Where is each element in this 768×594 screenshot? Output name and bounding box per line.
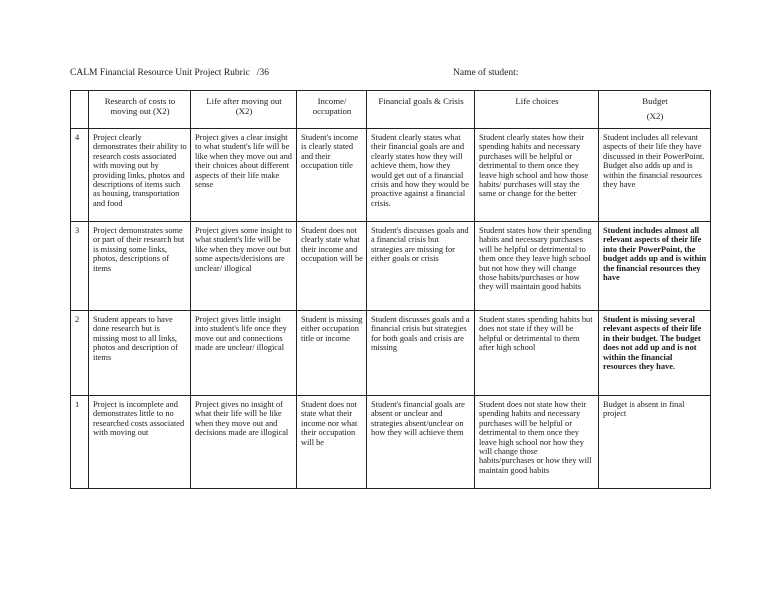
- criteria-cell-income: Student does not clearly state what their income and occupation will be: [297, 222, 367, 311]
- column-header-income: [297, 91, 367, 129]
- column-label: Budget: [642, 96, 668, 106]
- rubric-table: [70, 90, 711, 489]
- column-label: Research of costs to moving out: [104, 96, 176, 116]
- criteria-cell-life-after: Project gives no insight of what their life will be like when they move out and decisions made are illogical: [191, 396, 297, 489]
- criteria-cell-life-after: Project gives a clear insight to what student's life will be like when they move out and their choices about different aspects of their life make sense: [191, 129, 297, 222]
- column-header-financial-goals: [367, 91, 475, 129]
- criteria-cell-budget: Budget is absent in final project: [599, 396, 711, 489]
- page-header: [70, 68, 710, 82]
- criteria-cell-research: Project clearly demonstrates their ability to research costs associated with moving out by providing links, photos and descriptions of items such as housing, transportation and food: [89, 129, 191, 222]
- criteria-cell-income: Student does not state what their income nor what their occupation will be: [297, 396, 367, 489]
- score-cell: 4: [71, 129, 89, 222]
- rubric-row-score-3: [71, 222, 711, 311]
- column-multiplier: (X2): [235, 106, 253, 116]
- column-header-life-after: [191, 91, 297, 129]
- column-header-research: [89, 91, 191, 129]
- criteria-cell-life-after: Project gives some insight to what student's life will be like when they move out but some aspects/decisions are unclear/ illogical: [191, 222, 297, 311]
- column-label: Life choices: [515, 96, 559, 106]
- column-multiplier: (X2): [152, 106, 170, 116]
- criteria-cell-research: Project demonstrates some or part of their research but is missing some links, photos, descriptions of items: [89, 222, 191, 311]
- rubric-row-score-4: [71, 129, 711, 222]
- corner-cell: [71, 91, 89, 129]
- column-header-life-choices: [475, 91, 599, 129]
- rubric-row-score-2: [71, 311, 711, 396]
- criteria-cell-research: Project is incomplete and demonstrates little to no researched costs associated with moving out: [89, 396, 191, 489]
- column-label: Financial goals & Crisis: [378, 96, 464, 106]
- criteria-cell-life-choices: Student does not state how their spending habits and necessary purchases will be helpful or detrimental to them once they leave high school nor how they will change those habits/purchases or how they will maintain good habits: [475, 396, 599, 489]
- score-cell: 1: [71, 396, 89, 489]
- criteria-cell-budget: Student is missing several relevant aspects of their life in their budget. The budget does not add up and is not within the financial resources they have.: [599, 311, 711, 396]
- header-row: [71, 91, 711, 129]
- score-cell: 2: [71, 311, 89, 396]
- criteria-cell-income: Student is missing either occupation title or income: [297, 311, 367, 396]
- criteria-cell-financial-goals: Student's financial goals are absent or unclear and strategies absent/unclear on how they will achieve them: [367, 396, 475, 489]
- criteria-cell-financial-goals: Student's discusses goals and a financial crisis but strategies are missing for either goals or crisis: [367, 222, 475, 311]
- student-name-label: Name of student:: [453, 68, 519, 78]
- criteria-cell-budget: Student includes almost all relevant aspects of their life into their PowerPoint, the budget adds up and is within the financial resources they have: [599, 222, 711, 311]
- criteria-cell-life-choices: Student clearly states how their spending habits and necessary purchases will be helpful or detrimental to them once they leave high school and how those habits/ purchases will stay the same or change for the better: [475, 129, 599, 222]
- column-header-budget: [599, 91, 711, 129]
- column-label: Income/ occupation: [312, 96, 352, 116]
- criteria-cell-life-choices: Student states spending habits but does not state if they will be helpful or detrimental to them after high school: [475, 311, 599, 396]
- rubric-row-score-1: [71, 396, 711, 489]
- criteria-cell-research: Student appears to have done research but is missing most to all links, photos and description of items: [89, 311, 191, 396]
- criteria-cell-life-after: Project gives little insight into student's life once they move out and connections made are unclear/ illogical: [191, 311, 297, 396]
- score-cell: 3: [71, 222, 89, 311]
- criteria-cell-financial-goals: Student clearly states what their financial goals are and clearly states how they will achieve them, how they would get out of a financial crisis and how they would be proactive against a financial crisis.: [367, 129, 475, 222]
- criteria-cell-financial-goals: Student discusses goals and a financial crisis but strategies for both goals and crisis are missing: [367, 311, 475, 396]
- column-multiplier: (X2): [646, 111, 664, 121]
- criteria-cell-income: Student's income is clearly stated and their occupation title: [297, 129, 367, 222]
- criteria-cell-budget: Student includes all relevant aspects of their life they have discussed in their PowerPoint. Budget also adds up and is within the financial resources they have: [599, 129, 711, 222]
- rubric-title: CALM Financial Resource Unit Project Rubric /36: [70, 68, 269, 78]
- column-label: Life after moving out: [206, 96, 282, 106]
- criteria-cell-life-choices: Student states how their spending habits and necessary purchases will be helpful or detrimental to them once they leave high school but not how they will change those habits/purchases or how they will maintain good habits: [475, 222, 599, 311]
